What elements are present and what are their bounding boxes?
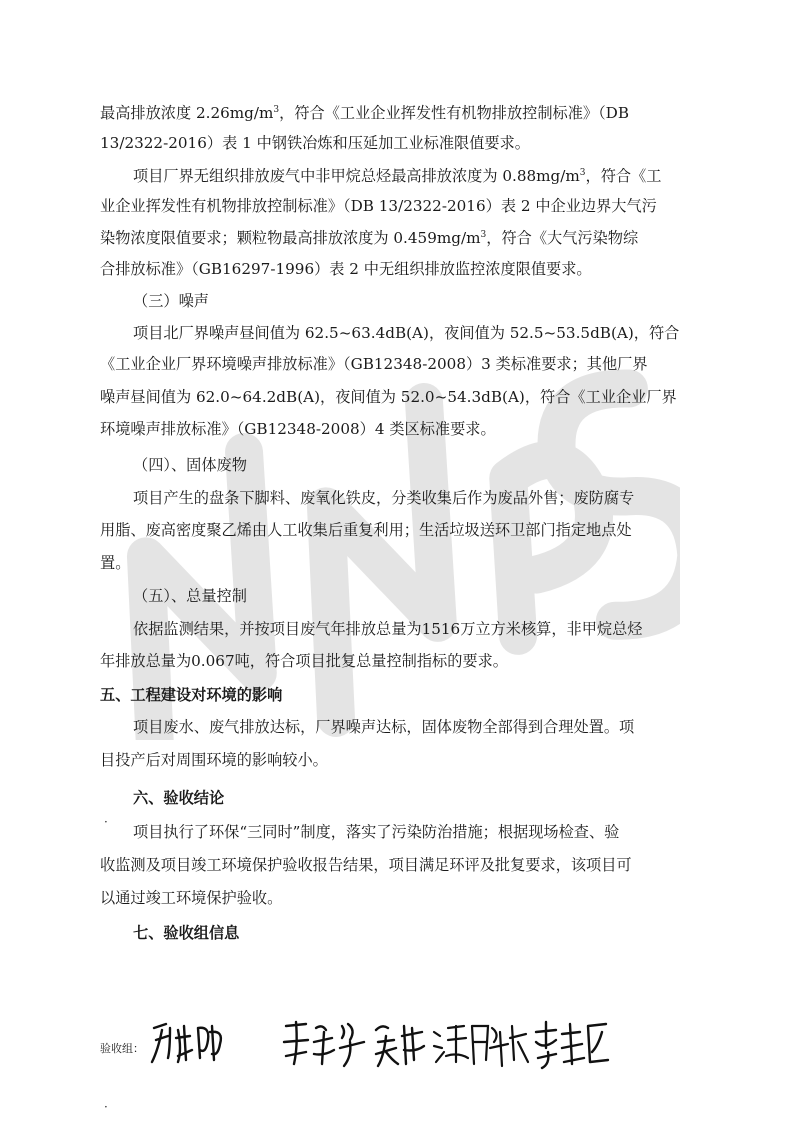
text-line: 环境噪声排放标准》（GB12348-2008）4 类区标准要求。 <box>100 420 496 438</box>
text-line: 项目厂界无组织排放废气中非甲烷总烃最高排放浓度为 $0.88mg/m^3$，符合《工 <box>133 167 662 185</box>
text-line: 合排放标准》（GB16297-1996）表 2 中无组织排放监控浓度限值要求。 <box>100 260 592 278</box>
text-line: 项目废水、废气排放达标，厂界噪声达标，固体废物全部得到合理处置。项 <box>133 718 635 736</box>
handwritten-signature <box>148 1010 228 1070</box>
section-heading-group-info: 七、验收组信息 <box>133 924 240 942</box>
scan-speck: · <box>104 1100 108 1114</box>
text-line: 13/2322-2016）表 1 中钢铁冶炼和压延加工业标准限值要求。 <box>100 134 530 152</box>
text-line: 业企业挥发性有机物排放控制标准》（DB 13/2322-2016）表 2 中企业边界大气污 <box>100 197 657 215</box>
signature-label: 验收组： <box>100 1042 144 1055</box>
section-heading-impact: 五、工程建设对环境的影响 <box>100 686 283 704</box>
wps-watermark-icon <box>80 360 680 740</box>
scan-speck: · <box>104 815 108 829</box>
text-line: 收监测及项目竣工环境保护验收报告结果，项目满足环评及批复要求，该项目可 <box>100 856 632 874</box>
text-line: 置。 <box>100 554 131 572</box>
text-line: 项目产生的盘条下脚料、废氧化铁皮，分类收集后作为废品外售；废防腐专 <box>133 489 635 507</box>
text-line: 噪声昼间值为 62.0~64.2dB(A)，夜间值为 52.0~54.3dB(A)，符合《工业企业厂界 <box>100 388 677 406</box>
handwritten-signature <box>280 1012 370 1072</box>
section-heading-solid-waste: （四）、固体废物 <box>133 456 247 474</box>
text-line: 目投产后对周围环境的影响较小。 <box>100 751 328 769</box>
handwritten-signature <box>532 1012 612 1072</box>
text-line: 染物浓度限值要求；颗粒物最高排放浓度为 $0.459mg/m^3$，符合《大气污染物综 <box>100 229 639 247</box>
text-line: 项目北厂界噪声昼间值为 62.5~63.4dB(A)，夜间值为 52.5~53.5dB(A)，符合 <box>133 324 680 342</box>
section-heading-total-control: （五）、总量控制 <box>133 587 247 605</box>
handwritten-signature <box>372 1012 428 1072</box>
text-line: 年排放总量为0.067吨，符合项目批复总量控制指标的要求。 <box>100 652 508 670</box>
text-line: 项目执行了环保“三同时”制度，落实了污染防治措施；根据现场检查、验 <box>133 823 620 841</box>
text-line: 最高排放浓度 $2.26mg/m^3$，符合《工业企业挥发性有机物排放控制标准》（DB <box>100 104 630 122</box>
text-line: 以通过竣工环境保护验收。 <box>100 889 283 907</box>
section-heading-noise: （三）噪声 <box>133 292 209 310</box>
handwritten-signature <box>430 1012 530 1072</box>
text-line: 《工业企业厂界环境噪声排放标准》（GB12348-2008）3 类标准要求；其他厂界 <box>100 355 648 373</box>
text-line: 依据监测结果，并按项目废气年排放总量为1516万立方米核算，非甲烷总烃 <box>133 620 643 638</box>
section-heading-conclusion: 六、验收结论 <box>133 789 225 807</box>
text-line: 用脂、废高密度聚乙烯由人工收集后重复利用；生活垃圾送环卫部门指定地点处 <box>100 521 632 539</box>
